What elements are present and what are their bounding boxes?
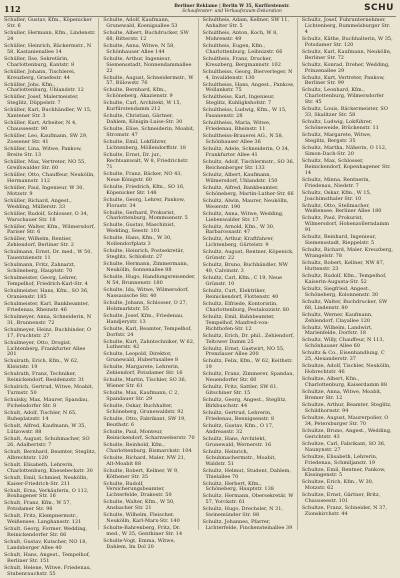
directory-entry: Schult, Emil, Schmied, Neukölln, Kaiser-Friedrich-Str. 211 (4, 474, 88, 487)
directory-entry: Schulte, Otto, Fabrikant, SW 19, Beuthstr. 6 (103, 416, 186, 428)
directory-entry: Schultze, Franz, Schneider, N 37, Zionskirchstr. 44 (301, 505, 387, 518)
directory-entry: Schulte, Gerhard, Prokurist, Charlottenburg, Mommsenstr. 5 (103, 209, 188, 222)
directory-entry: Schultz, Alwin, Maurer, Neukölln, Weserstr. 190 (202, 197, 289, 210)
directory-entry: Schulmeyer, Heinz, Buchbinder, O 17, Fruchtstr. 27 (4, 326, 91, 339)
directory-entry: Schultz, Max, Schlosser, Reinickendorf, Kopenhagener Str. 14 (301, 157, 391, 176)
directory-entry: Schultz, Adolf, Tischlermstr., SO 36, Reichenberger Str. 133 (202, 158, 295, 171)
directory-entry: Schultze, Emil, Rentner, Pankow, Kissingenstr. 5 (301, 466, 386, 479)
directory-entry: Schulte, Bernhard, Kfm., Schöneberg, Akazienstr. 9 (103, 87, 173, 100)
directory-entry: Schüller, Kurt, Arbeiter, N 4, Chausseestr. 90 (4, 120, 77, 133)
directory-entry: Schulte, Wilhelm, Fleischer, Neukölln, Karl-Marx-Str. 140 (103, 512, 180, 525)
directory-entry: Schultz, Felix, Kfm., W 62, Keithstr. 19 (202, 358, 293, 371)
directory-entry: Schüller, Wilhelm, Rentier, Zehlendorf, Berliner Str. 2 (4, 236, 74, 249)
directory-entry: Schultz, Hermann, Obersekretär, W 57, Yorckstr. 61 (202, 493, 294, 506)
directory-entry: Schultz, Arthur, Kraftfahrer, Lichtenberg, Gürtelstr. 9 (202, 236, 274, 249)
directory-entry: Schuller, Hermann, Kfm., Lindenstr. 24 (4, 29, 96, 42)
directory-entry: Schultz, Leonhard, Kfm., Charlottenburg, Wilmersdorfer Str. 45 (301, 87, 384, 106)
directory-entry: Schultz, Wilhelm, Landwirt, Marienfelde, Dorfstr. 18 (301, 324, 373, 337)
directory-entry: Schult, Elisabeth, Lehrerin, Charlottenburg, Knesebeckstr. 30 (4, 461, 93, 474)
directory-entry: Schult, Bernhard, Beamter, Steglitz, Albrechtstr. 120 (4, 448, 97, 461)
directory-entry: Schüller, Johann, Tischlerei, Kreuzberg, Graefestr. 44 (4, 68, 76, 81)
directory-entry: Schulte, Emil, Lokführer, Lichtenberg, Möllendorffstr. 18 (103, 139, 186, 151)
directory-entry: Schultz, Walter, Buchdrucker, SW 68, Lindenstr. 80 (301, 298, 388, 311)
directory-entry: Schultheis, Franz, Drucker, Kreuzberg, Bergmannstr. 102 (202, 55, 281, 68)
directory-entry: Schulte, Josef, Kfm., Friedenau, Handjerystr. 13 (103, 312, 184, 325)
directory-entry: Schüller, Max, Vertreter, NO 55, Greifswalder Str. 60 (4, 158, 86, 171)
directory-entry: Schult, Fritz, Klempnermstr., Weißensee, Langhansstr. 121 (4, 513, 82, 526)
directory-entry: Schulmeister, Georg, Lehrer, Tempelhof, Friedrich-Karl-Str. 4 (4, 275, 88, 288)
directory-entry: Schulte, Hans, Kfm., W 30, Nollendorfplatz 3 (103, 235, 172, 248)
directory-entry: Schultz, Bruno, Buchhändler, NW 40, Calvinstr. 3 (202, 262, 288, 275)
directory-entry: Schultze, Arthur, Beamter, Steglitz, Schildhornstr. 94 (301, 402, 392, 414)
directory-entry: Schulte, Rudolf, Versicherungsbeamter, Lichterfelde, Drakestr. 50 (103, 480, 172, 499)
directory-entry: Schulte, Arthur, Ingenieur, Siemensstadt, Nonnendammallee 22 (103, 55, 192, 74)
column-3 (203, 18, 298, 530)
directory-entry: Schüller, Paul, Ingenieur, W 30, Motzstr. 9 (4, 184, 85, 197)
directory-entry: Schultheiss, Georg, Bierverleger, N 4, Invalidenstr. 130 (202, 68, 293, 81)
directory-entry: Schulte, Karl, Beamter, Tempelhof, Dorfstr. 24 (103, 325, 192, 338)
directory-entry: Schultz, Josef, Fuhrunternehmer, Lichtenberg, Rummelsburger Str. 4 (301, 17, 391, 35)
directory-entry: Schultz, Siegfried, Angest., Schöneberg, Kolonnenstr. 30 (301, 285, 379, 298)
directory-entry: Schulte, Christian, Gärtner, Dahlem, Königin-Luise-Str. 30 (103, 113, 183, 126)
directory-entry: Schulte-Vogt, Emma, Witwe, Dahlem, Im Dol 20 (103, 538, 176, 550)
directory-entry: Schultz, August, Rentner, Köpenick, Grünstr. 22 (202, 249, 294, 262)
directory-entry: Schultze, Erich, Kfm., W 30, Motzstr. 62 (301, 479, 374, 492)
directory-entry: Schulsky, Max, Maurer, Spandau, Pichelsdorfer Str. 8 (4, 397, 89, 410)
directory-entry: Schulte, Hermann, Zimmermann, Neukölln, Sonnenallee 88 (103, 261, 189, 274)
directory-entry: Schultheiss, Maria, Witwe, Friedenau, Rheinstr. 11 (202, 120, 271, 133)
directory-entry: Schüller, Leo, Kaufmann, SW 29, Zossener Str. 41 (4, 133, 88, 146)
directory-entry: Schultz, Albert, Kaufmann, Wilmersdorf, Uhlandstr. 150 (202, 171, 278, 184)
directory-entry: Schüller, Ilse, Sekretärin, Charlottenburg, Kantstr. 8 (4, 55, 75, 68)
directory-entry: Schultz, Adele, Schneiderin, O 34, Frankfurter Allee 41 (202, 146, 290, 158)
directory-entry: Schulte-Bahrenberg, Fritz, Dr. med., W 35, Genthiner Str. 14 (103, 525, 183, 538)
directory-entry: Schultz, Paul, Prokurist, Wilmersdorf, Hohenzollerndamm 91 (301, 215, 389, 234)
directory-entry: Schüller, Josef, Malermeister, Steglitz, Düppelstr. 7 (4, 94, 79, 107)
directory-entry: Schulte, Martin, Tischler, SO 36, Wiener Str. 61 (103, 377, 187, 390)
directory-entry: Schult, Franz, Kfm., W 57, Potsdamer Str. 98 (4, 500, 72, 513)
directory-entry: Schultz, Alfred, Bankbeamter, Schöneberg, Martin-Luther-Str. 66 (202, 184, 294, 197)
directory-columns (4, 17, 396, 577)
directory-entry: Schultz, Martha, Näherin, O 112, Simon-Dach-Str. 20 (301, 144, 387, 157)
directory-entry: Schultheiss, Hans, Angest., Pankow, Wollankstr. 75 (202, 81, 295, 94)
directory-entry: Schultz, Werner, Kaufmann, Zehlendorf, Clayallee 120 (301, 311, 373, 324)
directory-entry: Schultz, Otto, Stellmacher, Weißensee, Berliner Allee 180 (301, 202, 382, 215)
directory-entry: Schult, Erna, Verkäuferin, O 112, Boxhagener Str. 16 (4, 487, 89, 500)
directory-entry: Schultz, Hugo, Drechsler, N 31, Swinemünder Str. 88 (202, 506, 283, 519)
directory-entry: Schultheis, Adam, Kellner, SW 11, Anhalter Str. 5 (202, 17, 290, 29)
directory-entry: Schulmeister, Karl, Bankbeamter, Friedenau, Rheinstr. 46 (4, 300, 90, 313)
directory-entry: Schultze, Ernst, Gärtner, Britz, Chausseestr. 101 (301, 492, 381, 505)
directory-entry: Schüller, Otto, Chauffeur, Neukölln, Hermannstr. 112 (4, 171, 95, 184)
directory-entry: Schuller, Gustav, Kfm., Köpenicker Str. 6 (4, 17, 92, 29)
directory-entry: Schultheiss, Karl, Ingenieur, Steglitz, Kuhligkshofstr. 7 (202, 94, 275, 107)
directory-entry: Schulte, Johann, Schlosser, O 27, Holzmarktstr. 55 (103, 299, 188, 312)
directory-entry: Schult, Georg, Former, Wedding, Reinickendorfer Str. 66 (4, 526, 88, 539)
directory-entry: Schultz, Karl, Kaufmann, Neukölln, Berliner Str. 72 (301, 48, 392, 61)
running-head-keyword: SCHU (364, 3, 394, 13)
directory-entry: Schultz, Fritz, Sattler, SW 61, Gitschiner Str. 15 (202, 384, 278, 397)
directory-entry: Schultze, August, Maurerpolier, O 34, Petersburger Str. 70 (301, 414, 389, 427)
directory-entry: Schulte, Walter, Kfm., W 50, Ansbacher Str. 21 (103, 499, 175, 512)
directory-entry: Schultz, Ernst, Gastwirt, NO 55, Prenzlauer Allee 200 (202, 345, 285, 358)
page-number: 112 (4, 4, 21, 14)
header-advertisement (132, 4, 332, 14)
directory-entry: Schüller, Richard, Angest., Wedding, Müllerstr. 33 (4, 197, 72, 210)
directory-entry: Schultz & Co., Eisenhandlung, C 25, Alexanderstr. 37 (301, 350, 385, 363)
directory-entry: Schulte, Ernst, Dr. jur., Rechtsanwalt, W 8, Friedrichstr. 71 (103, 151, 189, 170)
directory-entry: Schultze, Carl, Fabrikant, SO 36, Naunynstr. 27 (301, 440, 386, 453)
directory-entry: Schultz, Rudolf, Kfm., Tempelhof, Kaiserin-Augusta-Str. 52 (301, 272, 387, 285)
directory-entry: Schulte, Georg, Lehrer, Pankow, Florastr. 34 (103, 196, 185, 209)
directory-entry: Schultz, Herbert, Kfm., Schöneberg, Hauptstr. 138 (202, 480, 274, 493)
directory-entry: Schult, Gustav, Kutscher, NO 18, Landsberger Allee 40 (4, 539, 88, 552)
directory-entry: Schulrath, Erich, Kfm., W 62, Kleiststr. 19 (4, 358, 79, 371)
directory-entry: Schult, Adolf, Tischler, N 65, Ruheplatzstr. 14 (4, 410, 77, 422)
directory-entry: Schulte, Gustav, Maschinist, Wedding, Seestr. 101 (103, 222, 176, 235)
directory-entry: Schulte, Albert, Buchdrucker, SW 68, Ritterstr. 12 (103, 29, 189, 42)
directory-entry: Schultz, Carl, Kfm., C 19, Neue Grünstr. 10 (202, 275, 283, 288)
directory-entry: Schulte, Carl, Architekt, W 15, Kurfürstendamm 212 (103, 100, 182, 113)
directory-entry: Schulte, Robert, Kellner, W 9, Köthener Str. 35 (103, 467, 179, 480)
directory-entry: Schulrath, Franz, Techniker, Reinickendorf, Residenzstr. 31 (4, 371, 85, 384)
directory-entry: Schultheis, Eugen, Kfm., Charlottenburg, Leibnizstr. 66 (202, 42, 283, 55)
directory-entry: Schultz, Johannes, Pfarrer, Lichterfelde, Finckensteinallee 39 (202, 519, 293, 532)
directory-entry: Schultz, Richard, Maler, Kreuzberg, Wrangelstr. 78 (301, 247, 393, 260)
directory-entry: Schultz, Hans, Architekt, Grunewald, Wernerstr. 16 (202, 435, 272, 448)
directory-entry: Schüller, Lina, Witwe, Pankow, Breite Str. 13 (4, 146, 82, 158)
directory-entry: Schultz, Emil, Bahnbeamter, Tempelhof, Manfred-von-Richthofen-Str. 12 (202, 313, 275, 332)
directory-entry: Schultze, Anna, Witwe, Moabit, Bremer Str. 12 (301, 389, 382, 401)
directory-entry: Schulte, Leopold, Direktor, Grunewald, Hubertusallee 8 (103, 351, 179, 364)
directory-entry: Schultz, Gustav, Kfm., O 17, Andreasstr. 32 (202, 423, 274, 435)
directory-entry: Schulte, Oskar, Buchhalter, Schöneberg, Grunewaldstr. 92 (103, 403, 184, 415)
directory-entry: Schultz, Kurt, Vertreter, Pankow, Berliner Str. 99 (301, 74, 385, 87)
directory-entry: Schulte, Kurt, Zahntechniker, W 62, Lutherstr. 42 (103, 338, 195, 351)
directory-entry: Schulte, Max, Kaufmann, C 2, Spandauer Str. 29 (103, 390, 180, 403)
directory-entry: Schultz, Elfriede, Kontoristin, Charlottenburg, Pestalozzistr. 80 (202, 300, 290, 313)
directory-entry: Schulte, Elise, Schneiderin, Moabit, Stromstr. 47 (103, 126, 195, 139)
directory-entry: Schultz, Willy, Chauffeur, N 113, Schönhauser Allee 60 (301, 337, 385, 350)
directory-entry: Schulte, Heinrich, Postsekretär, Steglitz, Schloßstr. 27 (103, 248, 185, 261)
directory-entry: Schultheiss, Ludwig, Kfm., W 15, Fasanenstr. 28 (202, 107, 287, 120)
directory-entry: Schultz, Georg, Angest., Steglitz, Birkbuschstr. 44 (202, 397, 287, 410)
header-advertisement-line-1: Berliner Reklame | Berlin W 35, Kurfürstenstr. (174, 4, 290, 9)
directory-entry: Schultz, Margarete, Witwe, Steglitz, Bergstr. 35 (301, 132, 372, 144)
directory-entry: Schulte, Adolf, Kaufmann, Grunewald, Koenigsallee 53 (103, 17, 178, 29)
directory-entry: Schüller, Heinrich, Bäckermstr., N 58, Kastanienallee 14 (4, 42, 92, 55)
directory-entry: Schulte, Ida, Witwe, Wilmersdorf, Nassauische Str. 40 (103, 286, 189, 299)
directory-entry: Schultz, Curt, Elektriker, Reinickendorf, Flottenstr. 40 (202, 288, 279, 300)
directory-entry: Schulmeister, Hans, Kfm., SO 36, Oranienstr. 185 (4, 288, 89, 300)
directory-entry: Schulmeyer, Otto, Drogist, Lichtenberg, Frankfurter Allee 201 (4, 339, 86, 358)
directory-entry: Schulte, Reinhold, Kfm., Charlottenburg, Bismarckstr. 104 (103, 441, 192, 454)
column-4 (302, 18, 396, 530)
directory-entry: Schüller, Walter, Kfm., Wilmersdorf, Pariser Str. 6 (4, 223, 95, 236)
column-1 (4, 17, 99, 577)
directory-entry: Schulte, August, Schneidermstr., W 57, Bülowstr. 76 (103, 74, 194, 87)
directory-entry: Schultz, Heinrich, Schuhmachermstr., Moabit, Waldstr. 51 (202, 448, 276, 467)
directory-entry: Schulrich, Gertrud, Witwe, Moabit, Turmstr. 50 (4, 384, 94, 397)
column-2 (103, 17, 198, 550)
directory-entry: Schulte, Margarete, Lehrerin, Zehlendorf, Potsdamer Str. 16 (103, 364, 183, 377)
directory-entry: Schultz, Konrad, Dreher, Wedding, Prinzenallee 29 (301, 61, 390, 74)
directory-entry: Schultz, Minna, Rentnerin, Friedenau, Niedstr. 7 (301, 176, 371, 189)
directory-entry: Schultze, Elisabeth, Lehrerin, Friedenau, Schmiljanstr. 19 (301, 453, 378, 466)
directory-entry: Schultz, Ludwig, Lokführer, Schöneweide, Brückenstr. 11 (301, 119, 379, 132)
directory-entry: Schultz, Anna, Witwe, Wedding, Liebenwalder Str. 17 (202, 210, 284, 223)
directory-entry: Schultze, Adolf, Tischler, Neukölln, Hobrechtstr. 46 (301, 363, 391, 376)
directory-entry: Schulte, Paul, Monteur, Reinickendorf, Scharnweberstr. 70 (103, 428, 195, 441)
directory-entry: Schulte, Friedrich, Kfm., SO 16, Köpenicker Str. 148 (103, 183, 185, 196)
directory-entry: Schultheiss-Brauerei AG., N 58, Schönhauser Allee 36 (202, 133, 284, 146)
directory-entry: Schultz, Gertrud, Lehrerin, Friedenau, Bennigsenstr. 8 (202, 410, 275, 422)
directory-entry: Schult, Hans, Angest., Tempelhof, Berliner Str. 151 (4, 552, 90, 564)
directory-entry: Schultz, Franz, Zimmerer, Spandau, Neuendorfer Str. 60 (202, 371, 295, 384)
directory-entry: Schulte, Hugo, Handlungsreisender, N 54, Brunnenstr. 180 (103, 274, 196, 286)
directory-entry: Schultz, Louis, Bäckermeister, SO 33, Skalitzer Str. 58 (301, 106, 388, 119)
page-header (4, 4, 396, 17)
header-advertisement-line-2: Schaufenster- und Verkaufsraum-Dekoration (182, 9, 282, 14)
directory-entry: Schulte, Franz, Bäcker, NO 43, Neue Königstr. 60 (103, 170, 183, 183)
directory-entry: Schultz, Käthe, Buchhalterin, W 35, Potsdamer Str. 120 (301, 35, 393, 48)
directory-entry: Schulte, Richard, Maler, NW 21, Alt-Moabit 88 (103, 454, 186, 467)
directory-entry: Schult, Helene, Witwe, Friedenau, Stubenrauchstr. 55 (4, 564, 92, 577)
directory-entry: Schultz, Helmut, Student, Dahlem, Thielallee 70 (202, 467, 291, 480)
directory-entry: Schüller, Johs. Kfm., Charlottenburg, Uhlandstr. 12 (4, 81, 84, 94)
directory-entry: Schult, Alfred, Kaufmann, W 35, Lützowstr. 88 (4, 423, 87, 435)
directory-entry: Schultze, Bruno, Angest., Wedding, Gerichtstr. 43 (301, 427, 392, 440)
directory-entry: Schüller, Karl, Buchhändler, W 15, Xantener Str. 3 (4, 107, 92, 120)
directory-entry: Schultz, Oskar, Kfm., W 15, Joachimsthaler Str. 10 (301, 189, 372, 202)
directory-entry: Schult, August, Schuhmacher, SO 26, Adalbertstr. 7 (4, 435, 90, 448)
directory-entry: Schultz, Arnold, Kfm., W 30, Barbarossastr. 47 (202, 223, 275, 236)
directory-entry: Schultheis, Anton, Koch, W 8, Mohrenstr. 49 (202, 29, 278, 42)
directory-entry: Schüller, Rudolf, Schlosser, O 34, Warschauer Str. 18 (4, 210, 89, 223)
directory-entry: Schultze, Albert, Kfm., Charlottenburg, Kaiserdamm 88 (301, 376, 388, 389)
directory-entry: Schultz, Reinhard, Ingenieur, Siemensstadt, Rieppelstr. 5 (301, 234, 377, 247)
directory-entry: Schultz, Erich, Dr. phil., Zehlendorf, Teltower Damm 25 (202, 332, 295, 345)
directory-entry: Schulte, Anna, Witwe, N 58, Schönhauser Allee 144 (103, 42, 175, 55)
directory-entry: Schultz, Robert, Kellner, NW 87, Huttenstr. 23 (301, 260, 385, 272)
directory-entry: Schulmeyer, Anna, Schneiderin, N 31, Brunnenstr. 72 (4, 313, 92, 326)
directory-entry: Schulmann, Fritz, Zahnarzt, Schöneberg, Hauptstr. 70 (4, 262, 76, 275)
directory-entry: Schulmann, Ernst, Dr. med., W 50, Tauentzienstr. 11 (4, 249, 92, 262)
